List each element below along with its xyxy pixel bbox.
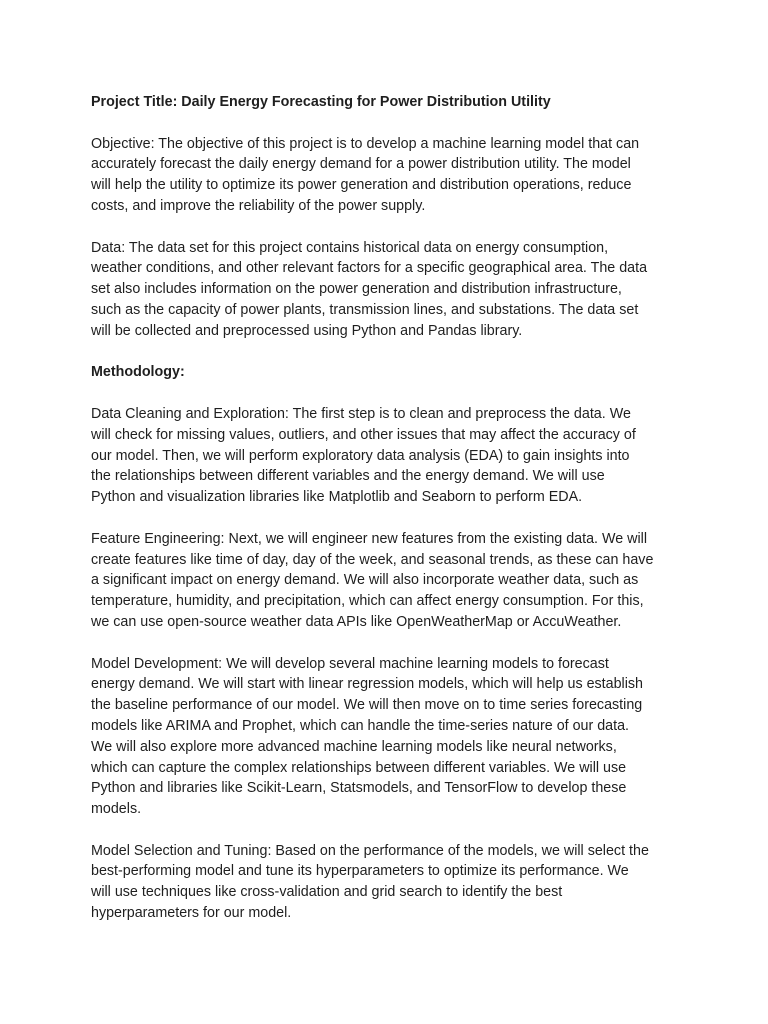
model-selection-paragraph: [91, 841, 681, 924]
data-line: such as the capacity of power plants, transmission lines, and substations. The data set: [91, 301, 639, 318]
objective-line: costs, and improve the reliability of the power supply.: [91, 197, 426, 214]
document-body: [91, 92, 681, 945]
objective-line: will help the utility to optimize its power generation and distribution operations, reduce: [91, 177, 632, 194]
model-development-line: energy demand. We will start with linear regression models, which will help us establish: [91, 676, 644, 693]
feature-engineering-line: create features like time of day, day of the week, and seasonal trends, as these can have: [91, 551, 654, 568]
model-selection-line: hyperparameters for our model.: [91, 905, 292, 922]
feature-engineering-line: Feature Engineering: Next, we will engineer new features from the existing data. We will: [91, 530, 648, 547]
feature-engineering-line: a significant impact on energy demand. We will also incorporate weather data, such as: [91, 572, 639, 589]
model-development-paragraph: [91, 654, 681, 820]
objective-line: Objective: The objective of this project is to develop a machine learning model that can: [91, 135, 640, 152]
data-line: Data: The data set for this project contains historical data on energy consumption,: [91, 239, 609, 256]
feature-engineering-line: we can use open-source weather data APIs like OpenWeatherMap or AccuWeather.: [91, 613, 622, 630]
data-line: set also includes information on the power generation and distribution infrastructure,: [91, 281, 622, 298]
model-selection-line: Model Selection and Tuning: Based on the performance of the models, we will select the: [91, 842, 649, 859]
model-development-line: Model Development: We will develop several machine learning models to forecast: [91, 655, 609, 672]
data-line: will be collected and preprocessed using Python and Pandas library.: [91, 322, 523, 339]
model-development-line: We will also explore more advanced machine learning models like neural networks,: [91, 738, 617, 755]
objective-paragraph: [91, 134, 681, 217]
data-cleaning-line: our model. Then, we will perform exploratory data analysis (EDA) to gain insights into: [91, 447, 630, 464]
data-cleaning-line: Data Cleaning and Exploration: The first step is to clean and preprocess the data. We: [91, 405, 631, 422]
model-development-line: models like ARIMA and Prophet, which can handle the time-series nature of our data.: [91, 717, 630, 734]
project-title: Project Title: Daily Energy Forecasting for Power Distribution Utility: [91, 94, 551, 110]
data-cleaning-line: Python and visualization libraries like Matplotlib and Seaborn to perform EDA.: [91, 489, 583, 506]
feature-engineering-line: temperature, humidity, and precipitation, which can affect energy consumption. For this,: [91, 593, 644, 610]
model-selection-line: best-performing model and tune its hyperparameters to optimize its performance. We: [91, 863, 629, 880]
methodology-heading: Methodology:: [91, 364, 185, 381]
data-paragraph: [91, 238, 681, 342]
model-selection-line: will use techniques like cross-validation and grid search to identify the best: [91, 884, 563, 901]
model-development-line: Python and libraries like Scikit-Learn, Statsmodels, and TensorFlow to develop these: [91, 780, 627, 797]
objective-line: accurately forecast the daily energy demand for a power distribution utility. The model: [91, 156, 631, 173]
model-development-line: which can capture the complex relationships between different variables. We will use: [91, 759, 627, 776]
model-development-line: models.: [91, 801, 142, 818]
data-line: weather conditions, and other relevant factors for a specific geographical area. The data: [91, 260, 648, 277]
model-development-line: the baseline performance of our model. We will then move on to time series forecasting: [91, 697, 643, 714]
data-cleaning-paragraph: [91, 404, 681, 508]
data-cleaning-line: will check for missing values, outliers, and other issues that may affect the accuracy of: [91, 426, 636, 443]
feature-engineering-paragraph: [91, 529, 681, 633]
data-cleaning-line: the relationships between different variables and the energy demand. We will use: [91, 468, 605, 485]
